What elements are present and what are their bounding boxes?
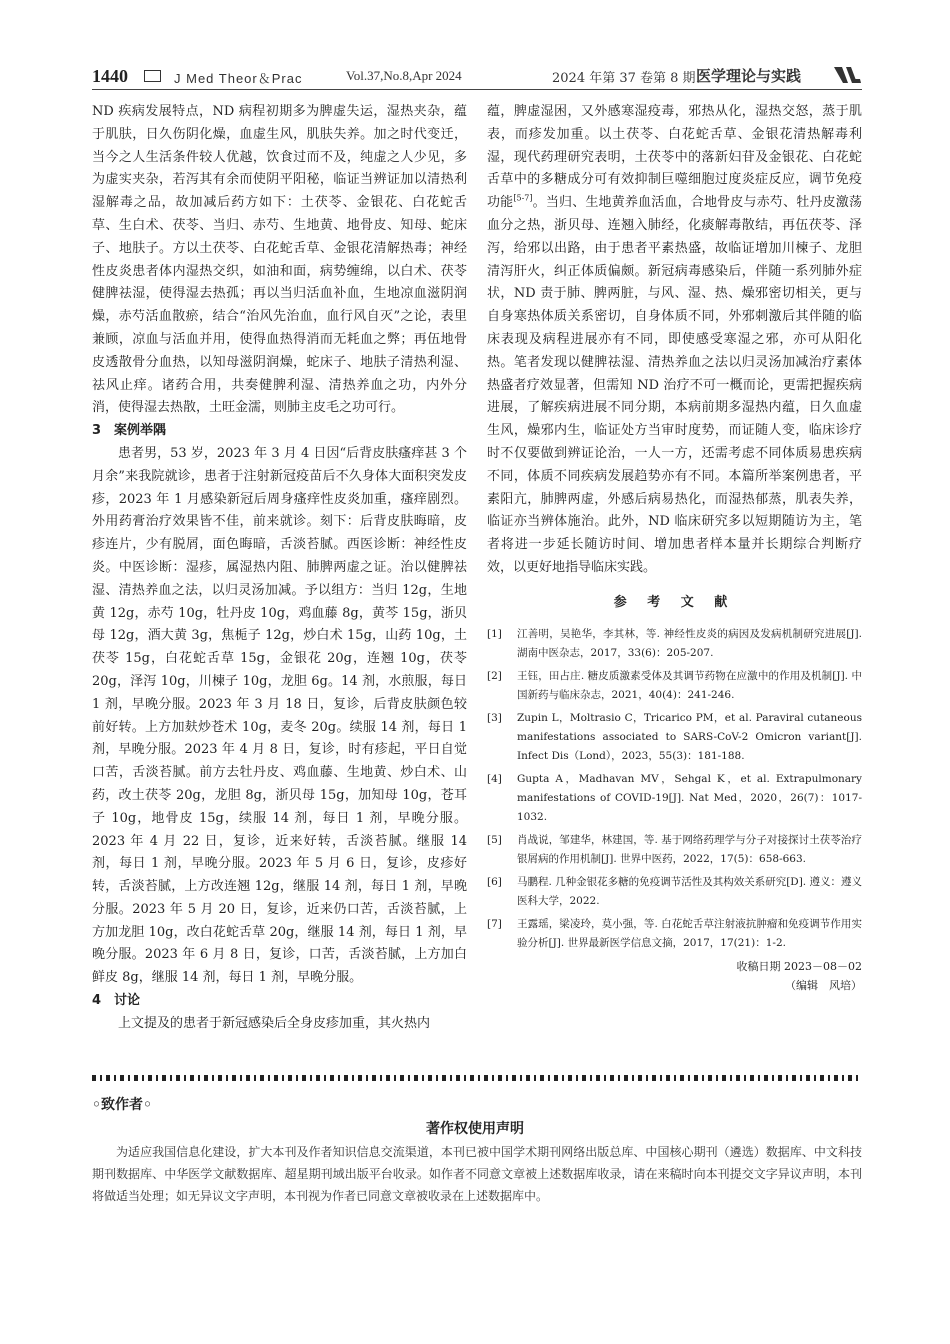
volume-en: Vol.37,No.8,Apr 2024 bbox=[346, 68, 462, 83]
reference-text: Gupta A，Madhavan MV，Sehgal K，et al. Extrapulmonary manifestations of COVID-19[J]. Nat Med，2020，26(7)：1017-1032. bbox=[517, 772, 862, 823]
header-box-icon bbox=[144, 70, 161, 82]
reference-item bbox=[487, 709, 862, 766]
right-column bbox=[487, 101, 862, 995]
header-rule bbox=[92, 89, 862, 90]
paragraph: 上文提及的患者于新冠感染后全身皮疹加重，其火热内 bbox=[118, 1015, 431, 1031]
left-column bbox=[92, 101, 467, 1036]
page-number: 1440 bbox=[92, 66, 128, 86]
section-heading-3: 3 案例举隅 bbox=[92, 423, 167, 439]
volume-cn: 2024 年第 37 卷第 8 期 bbox=[552, 71, 696, 86]
received-date: 收稿日期 2023－08－02 bbox=[736, 959, 862, 973]
reference-number: [6] bbox=[487, 875, 502, 888]
reference-text: 马鹏程. 几种金银花多糖的免疫调节活性及其构效关系研究[D]. 遵义：遵义医科大学，2022. bbox=[517, 875, 862, 907]
journal-abbr: J Med Theor＆Prac bbox=[174, 71, 303, 86]
reference-number: [4] bbox=[487, 772, 502, 785]
reference-text: 王钰，田占庄. 糖皮质激素受体及其调节药物在应激中的作用及机制[J]. 中国新药与临床杂志，2021，40(4)：241-246. bbox=[517, 669, 862, 701]
reference-item bbox=[487, 873, 862, 911]
paragraph-text: 。当归、生地黄养血活血，合地骨皮与赤芍、牡丹皮激荡血分之热，浙贝母、连翘入肺经，化痰解毒散结，再伍茯苓、泽泻，给邪以出路，由于患者平素热盛，故临证增加川楝子、龙胆清泻肝火，纠正体质偏颇。新冠病毒感染后，伴随一系列肺外症状，ND 责于肺、脾两脏，与风、湿、热、燥邪密切相关，更与自身寒热体质关系密切，自身体质不同，外邪刺激后其伴随的临床表现及病程进展亦有不同，即使感受寒湿之邪，亦可从阳化热。笔者发现以健脾祛湿、清热养血之法以归灵汤加减治疗素体热盛者疗效显著，但需知 ND 治疗不可一概而论，更需把握疾病进展，了解疾病进展不同分期，本病前期多湿热内蕴，日久血虚生风，燥邪内生，临证处方当审时度势，而证随人变，临床诊疗时不仅要做到辨证论治，一人一方，还需考虑不同体质易患疾病不同，体质不同疾病发展趋势亦有不同。本篇所举案例患者，平素阳亢，肺脾两虚，外感后病易热化，而湿热郁蒸，肌表失养，临证亦当辨体施治。此外，ND 临床研究多以短期随访为主，笔者将进一步延长随访时间、增加患者样本量并长期综合判断疗效，以更好地指导临床实践。 bbox=[487, 195, 862, 575]
citation: [5-7] bbox=[513, 193, 533, 203]
editor-credit: （编辑 风培） bbox=[785, 978, 862, 992]
section-divider bbox=[92, 1075, 862, 1081]
paragraph: 患者男，53 岁，2023 年 3 月 4 日因“后背皮肤瘙痒甚 3 个月余”来我院就诊，患者于注射新冠疫苗后不久身体大面积突发皮疹，2023 年 1 月感染新冠后周身瘙痒性皮炎加重，瘙痒剧烈。外用药膏治疗效果皆不佳，前来就诊。刻下：后背皮肤晦暗，皮疹连片，少有脱屑，面色晦暗，舌淡苔腻。西医诊断：神经性皮炎。中医诊断：湿疹，属湿热内阻、肺脾两虚之证。治以健脾祛湿、清热养血之法，以归灵汤加减。予以组方：当归 12g，生地黄 12g，赤芍 10g，牡丹皮 10g，鸡血藤 8g，黄芩 15g，浙贝母 12g，酒大黄 3g，焦栀子 12g，炒白术 15g，山药 10g，土茯苓 15g，白花蛇舌草 15g，金银花 20g，连翘 10g，茯苓 20g，泽泻 10g，川楝子 10g，龙胆 6g。14 剂，水煎服，每日 1 剂，早晚分服。2023 年 3 月 18 日，复诊，后背皮肤颜色较前好转。上方加麸炒苍术 10g，麦冬 20g。续服 14 剂，每日 1 剂，早晚分服。2023 年 4 月 8 日，复诊，时有疹起，平日自觉口苦，舌淡苔腻。前方去牡丹皮、鸡血藤、生地黄、炒白术、山药，改土茯苓 20g，龙胆 8g，浙贝母 15g，加知母 10g，苍耳子 10g，地骨皮 15g，续服 14 剂，每日 1 剂，早晚分服。2023 年 4 月 22 日，复诊，近来好转，舌淡苔腻。继服 14 剂，每日 1 剂，早晚分服。2023 年 5 月 6 日，复诊，皮疹好转，舌淡苔腻，上方改连翘 12g，继服 14 剂，每日 1 剂，早晚分服。2023 年 5 月 20 日，复诊，近来仍口苦，舌淡苔腻，上方加龙胆 10g，改白花蛇舌草 20g，继服 14 剂，每日 1 剂，早晚分服。2023 年 6 月 8 日，复诊，口苦，舌淡苔腻，上方加白鲜皮 8g，继服 14 剂，每日 1 剂，早晚分服。 bbox=[92, 445, 467, 986]
reference-number: [1] bbox=[487, 627, 502, 640]
paragraph-text: 蕴，脾虚湿困，又外感寒湿疫毒，邪热从化，湿热交怒，蒸于肌表，而疹发加重。以土茯苓、白花蛇舌草、金银花清热解毒利湿，现代药理研究表明，土茯苓中的落新妇苷及金银花、白花蛇舌草中的多糖成分可有效抑制巨噬细胞过度炎症反应，调节免疫功能 bbox=[487, 104, 862, 211]
journal-title-cn: 医学理论与实践 bbox=[696, 67, 802, 85]
reference-number: [7] bbox=[487, 917, 502, 930]
copyright-notice-title: 著作权使用声明 bbox=[426, 1121, 524, 1137]
reference-item bbox=[487, 667, 862, 705]
reference-item bbox=[487, 915, 862, 953]
reference-item bbox=[487, 625, 862, 663]
reference-list bbox=[487, 625, 862, 953]
to-authors-label: ◦致作者◦ bbox=[92, 1097, 152, 1113]
references-heading: 参 考 文 献 bbox=[613, 594, 736, 610]
journal-logo-icon bbox=[832, 64, 862, 86]
reference-text: 肖战说，邹建华，林建国，等. 基于网络药理学与分子对接探讨土茯苓治疗银屑病的作用机制[J]. 世界中医药，2022，17(5)：658-663. bbox=[517, 833, 862, 865]
reference-text: Zupin L，Moltrasio C，Tricarico PM，et al. Paraviral cutaneous manifestations associated to SARS-CoV-2 Omicron variant[J]. Infect Dis（Lond），2023，55(3)：181-188. bbox=[517, 711, 862, 762]
reference-number: [3] bbox=[487, 711, 502, 724]
reference-text: 王露瑶，梁凌玲，莫小强，等. 白花蛇舌草注射液抗肿瘤和免疫调节作用实验分析[J]. 世界最新医学信息文摘，2017，17(21)：1-2. bbox=[517, 917, 862, 949]
reference-item bbox=[487, 770, 862, 827]
paragraph bbox=[487, 101, 862, 580]
reference-number: [2] bbox=[487, 669, 502, 682]
reference-number: [5] bbox=[487, 833, 502, 846]
copyright-notice-body: 为适应我国信息化建设，扩大本刊及作者知识信息交流渠道，本刊已被中国学术期刊网络出版总库、中国核心期刊（遴选）数据库、中文科技期刊数据库、中华医学文献数据库、超星期刊域出版平台收录。如作者不同意文章被上述数据库收录，请在来稿时向本刊提交文字异议声明，本刊将做适当处理；如无异议文字声明，本刊视为作者已同意文章被收录在上述数据库中。 bbox=[92, 1145, 862, 1203]
reference-text: 江善明，吴艳华，李其林，等. 神经性皮炎的病因及发病机制研究进展[J]. 湖南中医杂志，2017，33(6)：205-207. bbox=[517, 627, 862, 659]
paragraph: ND 疾病发展特点，ND 病程初期多为脾虚失运，湿热夹杂，蕴于肌肤，日久伤阴化燥，血虚生风，肌肤失养。加之时代变迁，当今之人生活条件较人优越，饮食过而不及，纯虚之人少见，多为虚实夹杂，若泻其有余而使阴平阳秘，临证当辨证加以清热利湿解毒之品，故加减后药方如下：土茯苓、金银花、白花蛇舌草、生白术、茯苓、当归、赤芍、生地黄、地骨皮、知母、蛇床子、地肤子。方以土茯苓、白花蛇舌草、金银花清解热毒；神经性皮炎患者体内湿热交织，如油和面，病势缠绵，以白术、茯苓健脾祛湿，使得湿去热孤；再以当归活血补血，生地凉血滋阴润燥，赤芍活血散瘀，结合“治风先治血，血行风自灭”之论，表里兼顾，凉血与活血并用，使得血热得消而无耗血之弊；再伍地骨皮透散骨分血热，以知母滋阴润燥，蛇床子、地肤子清热利湿、祛风止痒。诸药合用，共奏健脾利湿、清热养血之功，内外分消，使得湿去热散，土旺金濡，则肺主皮毛之功可行。 bbox=[92, 104, 467, 416]
page-header bbox=[92, 64, 862, 86]
section-heading-4: 4 讨论 bbox=[92, 993, 141, 1009]
reference-item bbox=[487, 831, 862, 869]
